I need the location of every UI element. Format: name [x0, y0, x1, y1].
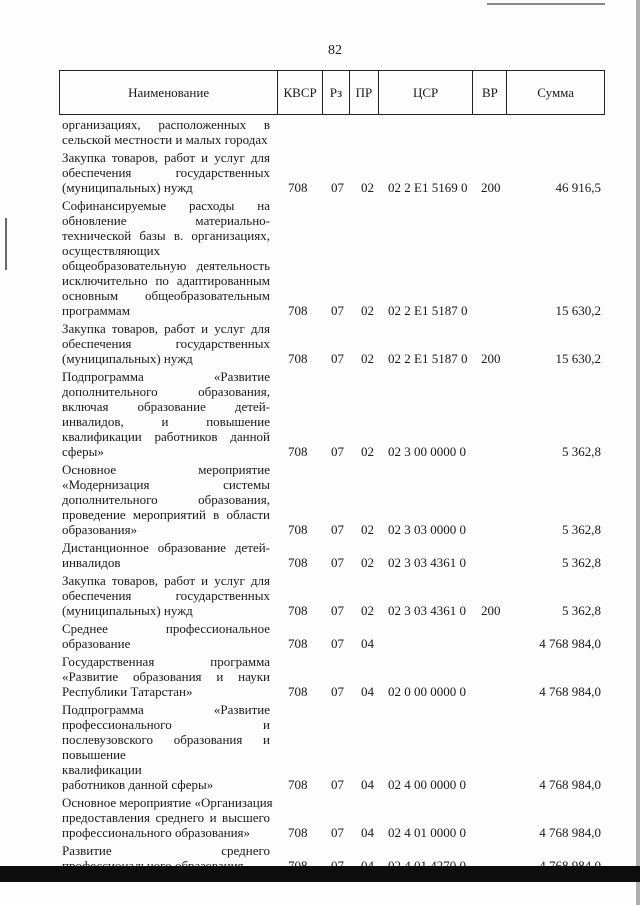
row-kvsr: 708 — [288, 303, 308, 318]
row-kvsr: 708 — [288, 603, 308, 618]
row-name-line: работников данной сферы» — [62, 777, 214, 792]
row-name-line: Закупка товаров, работ и услуг для — [62, 150, 270, 165]
row-name-line: «Модернизация системы — [62, 477, 270, 492]
row-name-line: обеспечения государственных — [62, 165, 270, 180]
row-csr: 02 2 E1 5187 0 — [388, 303, 468, 318]
row-csr: 02 0 00 0000 0 — [388, 684, 466, 699]
row-csr: 02 3 00 0000 0 — [388, 444, 466, 459]
row-name — [62, 369, 270, 459]
row-name — [62, 621, 270, 651]
row-sum: 5 362,8 — [562, 555, 601, 570]
header-csr: ЦСР — [378, 71, 473, 114]
row-name-line: обеспечения государственных — [62, 588, 270, 603]
row-name-line: Развитие среднего — [62, 843, 270, 858]
row-rz: 07 — [331, 603, 344, 618]
row-kvsr: 708 — [288, 444, 308, 459]
row-name-line: образования» — [62, 522, 138, 537]
row-csr: 02 3 03 4361 0 — [388, 603, 466, 618]
row-name-line: инвалидов — [62, 555, 121, 570]
row-name-line: Подпрограмма «Развитие — [62, 369, 270, 384]
row-pr: 02 — [361, 180, 374, 195]
row-name — [62, 795, 273, 840]
row-kvsr: 708 — [288, 825, 308, 840]
row-name-line: Среднее профессиональное — [62, 621, 270, 636]
row-sum: 15 630,2 — [555, 303, 601, 318]
row-name-line: Закупка товаров, работ и услуг для — [62, 321, 270, 336]
row-kvsr: 708 — [288, 180, 308, 195]
row-name-line: Подпрограмма «Развитие — [62, 702, 270, 717]
row-name-line: Основное мероприятие — [62, 462, 270, 477]
row-name — [62, 573, 270, 618]
row-sum: 4 768 984,0 — [539, 825, 601, 840]
row-sum: 4 768 984,0 — [539, 636, 601, 651]
row-sum: 5 362,8 — [562, 444, 601, 459]
row-name — [62, 540, 270, 570]
row-sum: 5 362,8 — [562, 522, 601, 537]
row-name — [62, 117, 270, 147]
row-name-line: программам — [62, 303, 130, 318]
row-kvsr: 708 — [288, 522, 308, 537]
row-pr: 02 — [361, 603, 374, 618]
header-rz: Рз — [322, 71, 349, 114]
row-name — [62, 654, 270, 699]
row-name-line: инвалидов, и повышение — [62, 414, 270, 429]
row-sum: 46 916,5 — [555, 180, 601, 195]
row-name-line: Дистанционное образование детей- — [62, 540, 270, 555]
row-name-line: дополнительного образования, — [62, 384, 270, 399]
row-rz: 07 — [331, 777, 344, 792]
row-kvsr: 708 — [288, 684, 308, 699]
row-pr: 02 — [361, 522, 374, 537]
row-rz: 07 — [331, 303, 344, 318]
row-csr: 02 4 00 0000 0 — [388, 777, 466, 792]
row-name-line: (муниципальных) нужд — [62, 603, 193, 618]
row-name-line: организациях, расположенных в — [62, 117, 270, 132]
row-rz: 07 — [331, 351, 344, 366]
row-name-line: сферы» — [62, 444, 104, 459]
row-name-line: профессионального образования» — [62, 825, 251, 840]
row-pr: 04 — [361, 777, 374, 792]
scan-bottom-band — [0, 866, 640, 882]
row-name-line: Закупка товаров, работ и услуг для — [62, 573, 270, 588]
row-name-line: Государственная программа — [62, 654, 270, 669]
row-vr: 200 — [481, 180, 501, 195]
row-csr: 02 3 03 4361 0 — [388, 555, 466, 570]
row-name-line: послевузовского образования и — [62, 732, 270, 747]
row-name-line: (муниципальных) нужд — [62, 351, 193, 366]
row-vr: 200 — [481, 603, 501, 618]
row-name-line: квалификации работников данной — [62, 429, 270, 444]
row-sum: 15 630,2 — [555, 351, 601, 366]
row-pr: 04 — [361, 684, 374, 699]
row-vr: 200 — [481, 351, 501, 366]
row-name-line: квалификации — [62, 762, 142, 777]
row-rz: 07 — [331, 180, 344, 195]
row-name-line: осуществляющих — [62, 243, 161, 258]
row-name-line: предоставления среднего и высшего — [62, 810, 270, 825]
row-csr: 02 2 E1 5187 0 — [388, 351, 468, 366]
row-name — [62, 150, 270, 195]
row-name-line: обновление материально- — [62, 213, 270, 228]
row-name-line: включая образование детей- — [62, 399, 270, 414]
header-sum: Сумма — [506, 71, 604, 114]
row-name-line: (муниципальных) нужд — [62, 180, 193, 195]
row-name-line: дополнительного образования, — [62, 492, 270, 507]
row-pr: 04 — [361, 825, 374, 840]
header-name: Наименование — [128, 84, 210, 100]
row-name-line: повышение — [62, 747, 126, 762]
row-name-line: Республики Татарстан» — [62, 684, 193, 699]
row-name — [62, 702, 270, 792]
row-sum: 5 362,8 — [562, 603, 601, 618]
row-pr: 02 — [361, 351, 374, 366]
row-name-line: исключительно по адаптированным — [62, 273, 270, 288]
row-pr: 04 — [361, 636, 374, 651]
row-name-line: сельской местности и малых городах — [62, 132, 268, 147]
row-name-line: общеобразовательную деятельность — [62, 258, 270, 273]
row-rz: 07 — [331, 825, 344, 840]
header-vr: ВР — [472, 71, 506, 114]
row-sum: 4 768 984,0 — [539, 684, 601, 699]
row-rz: 07 — [331, 684, 344, 699]
row-name — [62, 198, 270, 318]
row-name-line: Софинансируемые расходы на — [62, 198, 270, 213]
row-kvsr: 708 — [288, 636, 308, 651]
row-pr: 02 — [361, 555, 374, 570]
row-name-line: обеспечения государственных — [62, 336, 270, 351]
row-csr: 02 3 03 0000 0 — [388, 522, 466, 537]
row-pr: 02 — [361, 444, 374, 459]
row-pr: 02 — [361, 303, 374, 318]
row-name-line: технической базы в. организациях, — [62, 228, 270, 243]
row-rz: 07 — [331, 555, 344, 570]
row-name — [62, 321, 270, 366]
page-number: 82 — [328, 43, 342, 58]
row-name-line: основным общеобразовательным — [62, 288, 270, 303]
row-csr: 02 4 01 0000 0 — [388, 825, 466, 840]
header-kvsr: КВСР — [277, 71, 322, 114]
row-rz: 07 — [331, 444, 344, 459]
row-rz: 07 — [331, 636, 344, 651]
row-name — [62, 462, 270, 537]
row-name-line: проведение мероприятий в области — [62, 507, 270, 522]
row-kvsr: 708 — [288, 555, 308, 570]
row-csr: 02 2 E1 5169 0 — [388, 180, 468, 195]
row-name-line: образование — [62, 636, 131, 651]
row-rz: 07 — [331, 522, 344, 537]
row-kvsr: 708 — [288, 777, 308, 792]
row-name-line: «Развитие образования и науки — [62, 669, 270, 684]
row-name-line: Основное мероприятие «Организация — [62, 795, 273, 810]
row-kvsr: 708 — [288, 351, 308, 366]
row-sum: 4 768 984,0 — [539, 777, 601, 792]
header-pr: ПР — [349, 71, 378, 114]
row-name-line: профессионального и — [62, 717, 270, 732]
